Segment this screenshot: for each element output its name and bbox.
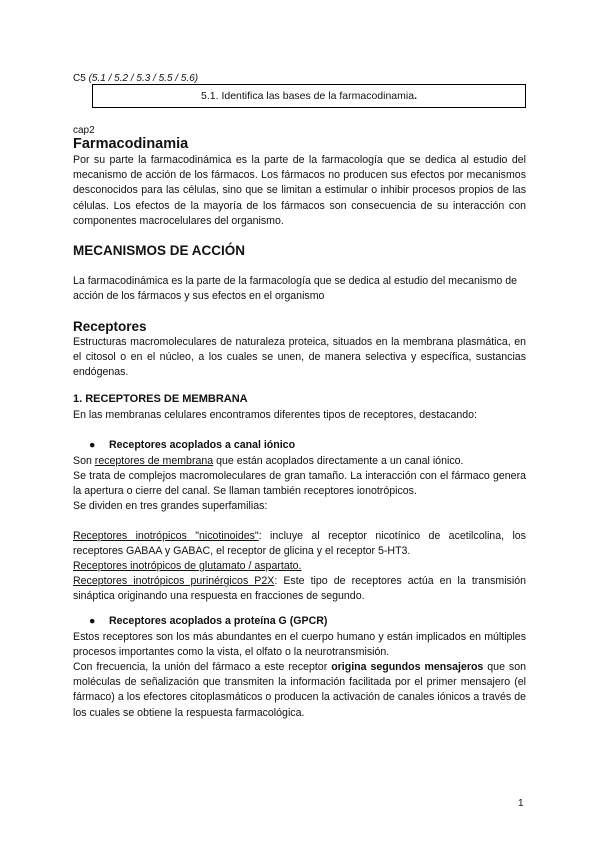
chapter-label: cap2 bbox=[73, 125, 95, 136]
link-receptores-membrana[interactable]: receptores de membrana bbox=[94, 455, 214, 467]
intro-paragraph: Por su parte la farmacodinámica es la parte de la farmacología que se dedica al estudio del mecanismo de acción de los fármacos. Los fármacos no producen sus efectos por mecanismos desconocidos para las células, sino que se limitan a estimular o inhibir procesos propios de las células. Los efectos de la mayoría de los fármacos son consecuencia de su interacción con componentes macrocelulares del organismo. bbox=[73, 154, 526, 227]
canal-subtype-3-text: : Este tipo de receptores actúa en la transmisión sináptica originando una respuesta en fracciones de segundo. bbox=[73, 575, 526, 603]
gpcr-paragraph-2 bbox=[73, 660, 526, 721]
objective-period: . bbox=[414, 90, 417, 102]
canal-subtype-1-text: : incluye al receptor nicotínico de acetilcolina, los receptores GABAA y GABAC, el receptor de glicina y el receptor 5-HT3. bbox=[73, 530, 526, 558]
bullet-gpcr bbox=[89, 614, 327, 629]
bullet-dot: ● bbox=[89, 615, 96, 627]
link-nicotinoides[interactable]: Receptores inotrópicos "nicotinoides" bbox=[73, 530, 259, 542]
canal-paragraph-2: Se trata de complejos macromoleculares de gran tamaño. La interacción con el fármaco genera la apertura o cierre del canal. Se llaman también receptores ionotrópicos. bbox=[73, 470, 526, 498]
canal-title: Receptores acoplados a canal iónico bbox=[109, 439, 296, 451]
objective-box bbox=[92, 84, 526, 108]
membrana-paragraph: En las membranas celulares encontramos diferentes tipos de receptores, destacando: bbox=[73, 409, 477, 421]
gpcr-paragraph-2-bold: origina segundos mensajeros bbox=[331, 661, 484, 673]
header-code: C5 bbox=[73, 73, 86, 84]
section-title-membrana: 1. RECEPTORES DE MEMBRANA bbox=[73, 393, 248, 405]
section-title-mecanismos: MECANISMOS DE ACCIÓN bbox=[73, 243, 246, 258]
mecanismos-paragraph: La farmacodinámica es la parte de la farmacología que se dedica al estudio del mecanismo de acción de los fármacos y sus efectos en el organismo bbox=[73, 275, 518, 303]
canal-line1 bbox=[73, 454, 533, 469]
canal-paragraph-3: Se dividen en tres grandes superfamilias: bbox=[73, 500, 268, 512]
canal-line1-post: que están acoplados directamente a un canal iónico. bbox=[213, 455, 464, 467]
header-code-detail: (5.1 / 5.2 / 5.3 / 5.5 / 5.6) bbox=[88, 73, 199, 84]
section-title-receptores: Receptores bbox=[73, 319, 147, 334]
link-glutamato[interactable]: Receptores inotrópicos de glutamato / aspartato. bbox=[73, 560, 302, 572]
gpcr-paragraph-2-pre: Con frecuencia, la unión del fármaco a este receptor bbox=[73, 661, 332, 673]
link-purinergicos[interactable]: Receptores inotrópicos purinérgicos P2X bbox=[73, 575, 275, 587]
canal-line1-pre: Son bbox=[73, 455, 95, 467]
canal-subtype-2 bbox=[73, 559, 533, 574]
canal-subtype-1 bbox=[73, 529, 526, 559]
gpcr-paragraph-2-post: que son moléculas de señalización que transmiten la información facilitada por el primer mensajero (el fármaco) a los efectores citoplasmáticos o producen la activación de canales iónicos a través de los cuales se obtiene la respuesta farmacológica. bbox=[73, 661, 526, 719]
receptores-paragraph: Estructuras macromoleculares de naturaleza proteica, situados en la membrana plasmática, en el citosol o en el núcleo, a los cuales se unen, de manera selectiva y específica, sustancias endógenas. bbox=[73, 336, 526, 379]
page-number: 1 bbox=[518, 798, 524, 809]
gpcr-paragraph-1: Estos receptores son los más abundantes en el cuerpo humano y están implicados en múltiples procesos importantes como la vista, el olfato o la neurotransmisión. bbox=[73, 631, 526, 659]
gpcr-title: Receptores acoplados a proteína G (GPCR) bbox=[109, 615, 328, 627]
bullet-canal-ionico bbox=[89, 438, 295, 453]
canal-subtype-3 bbox=[73, 574, 526, 604]
section-title-farmacodinamia: Farmacodinamia bbox=[73, 136, 189, 152]
objective-text: 5.1. Identifica las bases de la farmacodinamia bbox=[201, 90, 415, 102]
bullet-dot: ● bbox=[89, 439, 96, 451]
